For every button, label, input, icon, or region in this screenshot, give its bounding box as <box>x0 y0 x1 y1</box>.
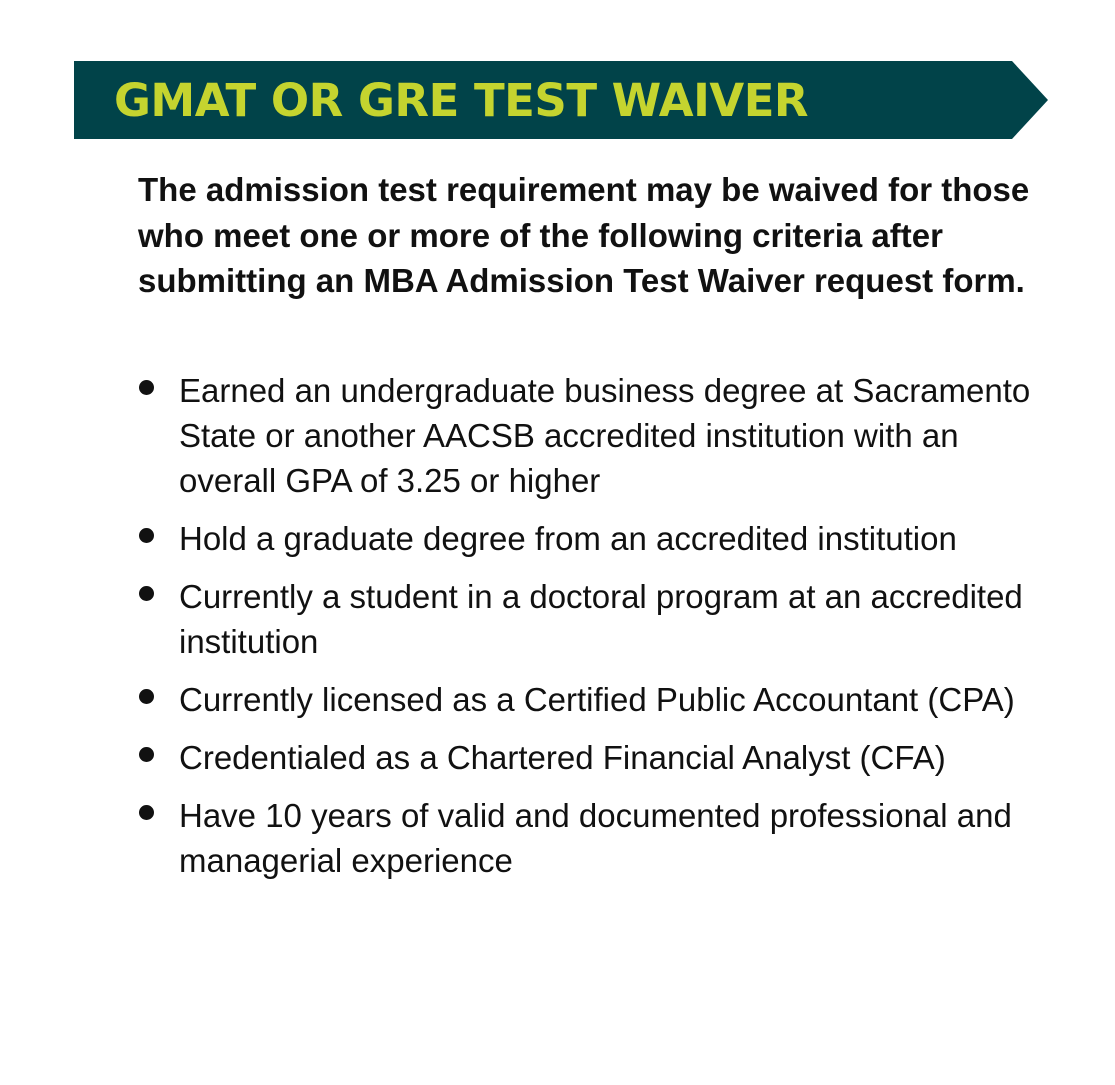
list-item-text: Have 10 years of valid and documented professional and managerial experience <box>179 797 1012 879</box>
intro-paragraph: The admission test requirement may be waived for those who meet one or more of the following criteria after submitting an MBA Admission Test Waiver request form. <box>138 171 1030 299</box>
list-item <box>138 793 1048 883</box>
list-item <box>138 574 1048 664</box>
list-item-text: Currently licensed as a Certified Public Accountant (CPA) <box>179 681 1015 718</box>
bullet-icon <box>139 747 154 762</box>
bullet-icon <box>139 805 154 820</box>
list-item <box>138 516 1048 561</box>
bullet-icon <box>139 689 154 704</box>
list-item-text: Hold a graduate degree from an accredited institution <box>179 520 957 557</box>
criteria-list <box>138 368 1048 896</box>
list-item-text: Credentialed as a Chartered Financial Analyst (CFA) <box>179 739 946 776</box>
list-item-text: Currently a student in a doctoral program at an accredited institution <box>179 578 1023 660</box>
bullet-icon <box>139 528 154 543</box>
page-title: GMAT OR GRE TEST WAIVER <box>114 74 809 127</box>
list-item <box>138 677 1048 722</box>
title-banner <box>74 61 1048 139</box>
list-item-text: Earned an undergraduate business degree at Sacramento State or another AACSB accredited institution with an overall GPA of 3.25 or higher <box>179 372 1031 499</box>
bullet-icon <box>139 380 154 395</box>
bullet-icon <box>139 586 154 601</box>
list-item <box>138 368 1048 503</box>
list-item <box>138 735 1048 780</box>
